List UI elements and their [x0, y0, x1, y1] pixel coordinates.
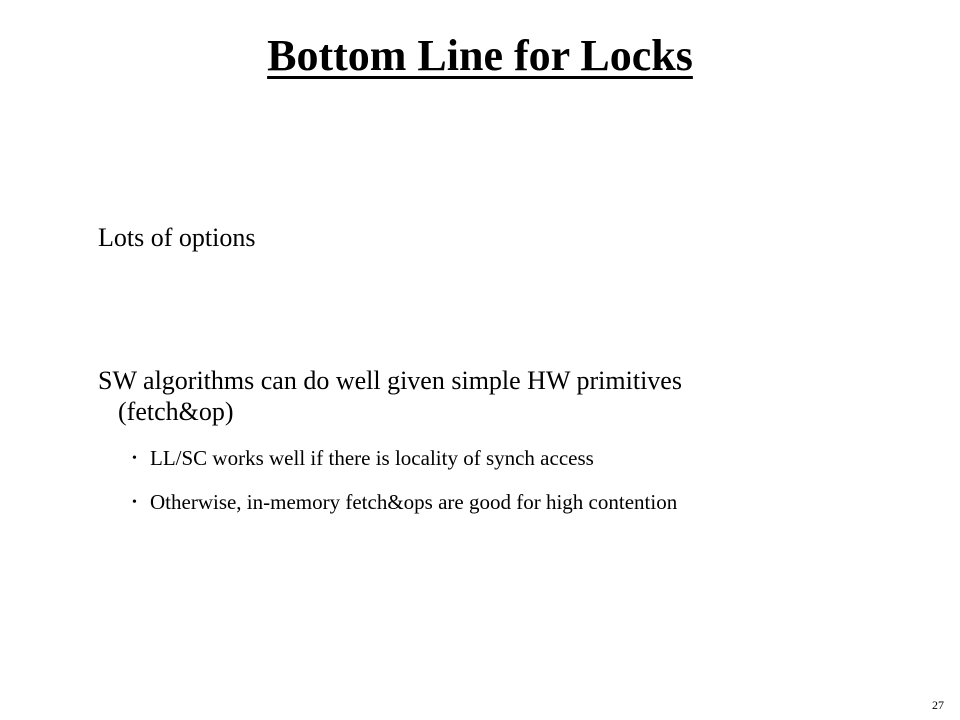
sub-point-fetch-ops [132, 489, 912, 516]
sub-point-text: LL/SC works well if there is locality of synch access [150, 446, 594, 470]
bullet-icon: • [132, 451, 137, 466]
bullet-icon: • [132, 495, 137, 510]
sub-point-llsc [132, 445, 912, 472]
main-point-line-1: SW algorithms can do well given simple HW primitives [98, 366, 682, 395]
main-point-lots-of-options: Lots of options [98, 223, 256, 252]
page-number: 27 [932, 698, 944, 712]
main-point-line-2: (fetch&op) [118, 397, 234, 426]
slide-title: Bottom Line for Locks [267, 31, 693, 80]
main-point-sw-algorithms [98, 365, 898, 427]
sub-point-text: Otherwise, in-memory fetch&ops are good for high contention [150, 490, 678, 514]
